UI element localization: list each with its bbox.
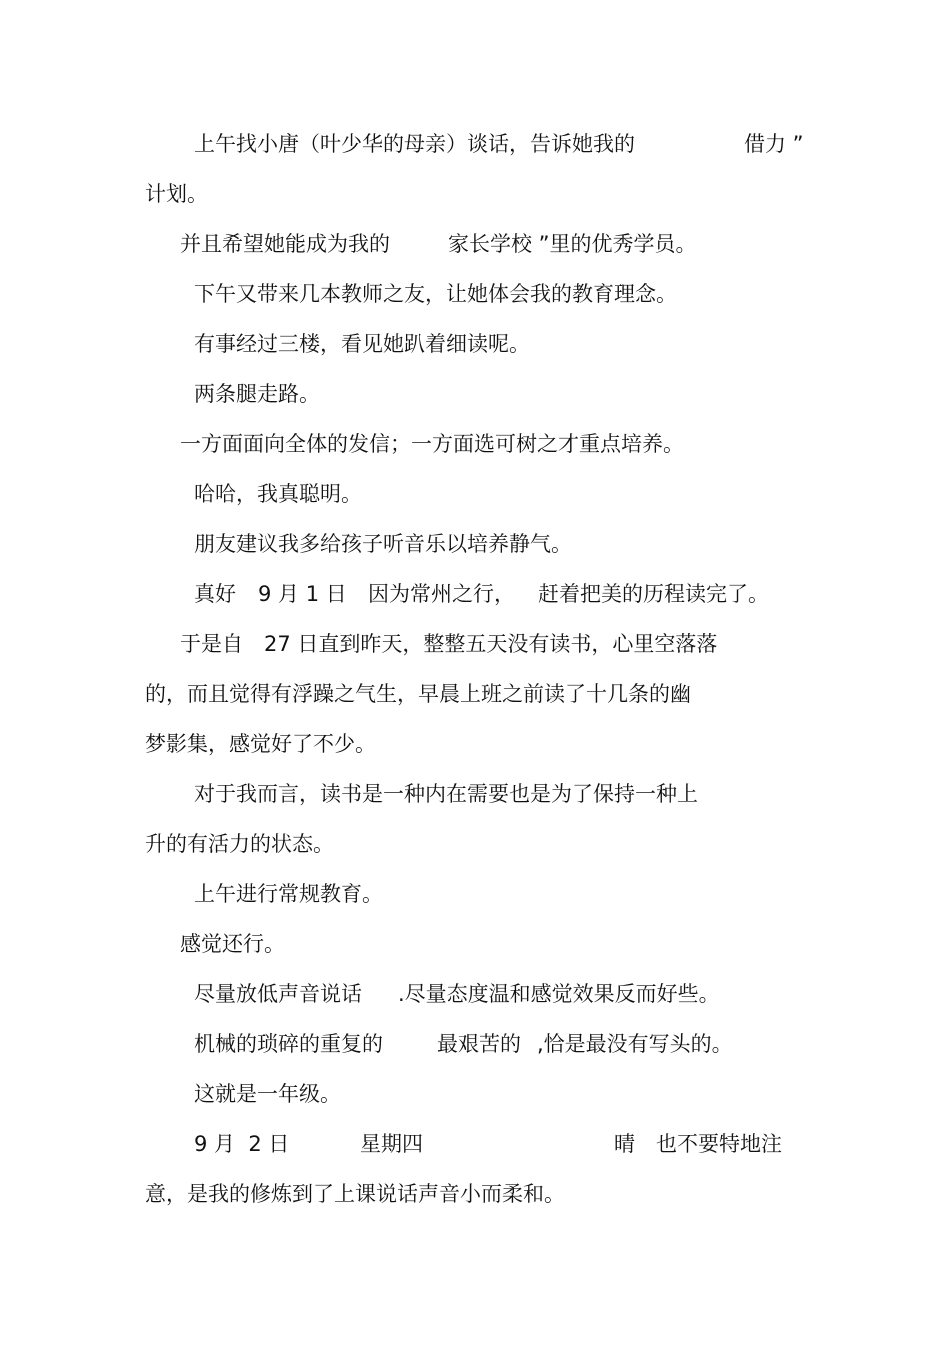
text-line: 一方面面向全体的发信；一方面选可树之才重点培养。 <box>180 432 684 456</box>
text-line: .尽量态度温和感觉效果反而好些。 <box>398 982 720 1006</box>
text-line: 的，而且觉得有浮躁之气生，早晨上班之前读了十几条的幽 <box>145 682 691 706</box>
text-line: 因为常州之行， <box>368 582 515 606</box>
text-line: 27 日直到昨天，整整五天没有读书，心里空落落 <box>264 632 718 656</box>
text-line: 哈哈，我真聪明。 <box>194 482 362 506</box>
text-line: ,恰是最没有写头的。 <box>537 1032 733 1056</box>
text-line: 家长学校 ”里的优秀学员。 <box>448 232 697 256</box>
text-line: 机械的琐碎的重复的 <box>194 1032 383 1056</box>
text-line: 有事经过三楼，看见她趴着细读呢。 <box>194 332 530 356</box>
text-line: 上午找小唐（叶少华的母亲）谈话，告诉她我的 <box>194 132 635 156</box>
text-line: 感觉还行。 <box>180 932 285 956</box>
text-line: 梦影集，感觉好了不少。 <box>145 732 376 756</box>
text-line: 最艰苦的 <box>437 1032 521 1056</box>
weekday-text: 星期四 <box>360 1132 423 1156</box>
text-line: 下午又带来几本教师之友，让她体会我的教育理念。 <box>194 282 677 306</box>
text-line: 两条腿走路。 <box>194 382 320 406</box>
text-line: 上午进行常规教育。 <box>194 882 383 906</box>
text-line: 也不要特地注 <box>656 1132 782 1156</box>
date-text: 9 月 2 日 <box>194 1132 290 1156</box>
text-line: 赶着把美的历程读完了。 <box>538 582 769 606</box>
text-line: 朋友建议我多给孩子听音乐以培养静气。 <box>194 532 572 556</box>
text-line: 借力 ” <box>744 132 804 156</box>
text-line: 升的有活力的状态。 <box>145 832 334 856</box>
weather-text: 晴 <box>614 1132 635 1156</box>
text-line: 意，是我的修炼到了上课说话声音小而柔和。 <box>145 1182 565 1206</box>
text-line: 对于我而言，读书是一种内在需要也是为了保持一种上 <box>194 782 698 806</box>
text-line: 真好 <box>194 582 236 606</box>
text-line: 这就是一年级。 <box>194 1082 341 1106</box>
text-line: 于是自 <box>180 632 243 656</box>
text-line: 计划。 <box>145 182 208 206</box>
text-line: 尽量放低声音说话 <box>194 982 362 1006</box>
text-line: 并且希望她能成为我的 <box>180 232 390 256</box>
date-text: 9 月 1 日 <box>258 582 347 606</box>
